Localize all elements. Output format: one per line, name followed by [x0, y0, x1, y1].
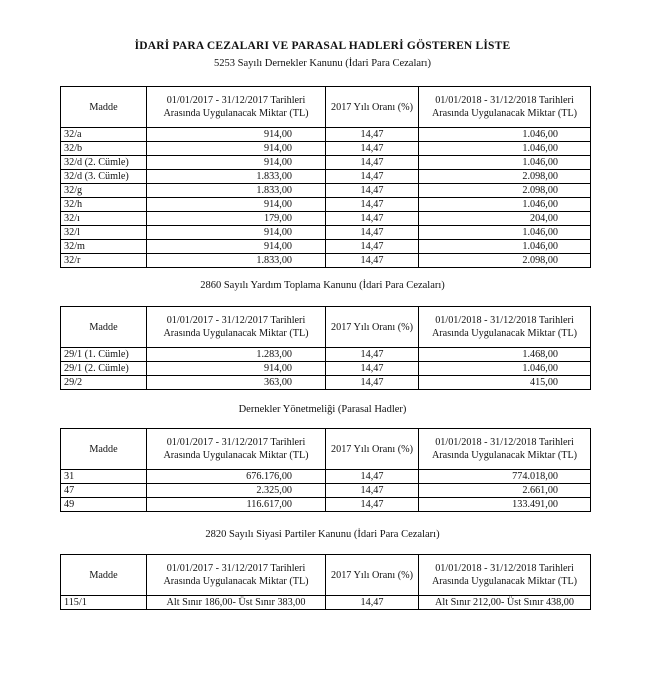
- column-header-2017-amount: 01/01/2017 - 31/12/2017 Tarihleri Arasında Uygulanacak Miktar (TL): [147, 555, 326, 596]
- cell-2017-amount: 1.283,00: [147, 348, 326, 362]
- table-row: [61, 184, 591, 198]
- table-row: [61, 596, 591, 610]
- cell-2018-amount: 204,00: [419, 212, 591, 226]
- column-header-2018-amount: 01/01/2018 - 31/12/2018 Tarihleri Arasında Uygulanacak Miktar (TL): [419, 87, 591, 128]
- table-row: [61, 254, 591, 268]
- column-header-madde: Madde: [61, 87, 147, 128]
- cell-2017-amount: 676.176,00: [147, 470, 326, 484]
- cell-rate: 14,47: [326, 376, 419, 390]
- column-header-rate: 2017 Yılı Oranı (%): [326, 555, 419, 596]
- section-caption-dernekler-kanunu: 5253 Sayılı Dernekler Kanunu (İdari Para Cezaları): [214, 58, 431, 69]
- cell-rate: 14,47: [326, 142, 419, 156]
- cell-2018-amount: 415,00: [419, 376, 591, 390]
- table-dernekler-yonetmeligi: [60, 428, 591, 512]
- column-header-2018-amount: 01/01/2018 - 31/12/2018 Tarihleri Arasında Uygulanacak Miktar (TL): [419, 555, 591, 596]
- section-caption-siyasi-partiler: 2820 Sayılı Siyasi Partiler Kanunu (İdari Para Cezaları): [205, 529, 440, 540]
- cell-2018-amount: 774.018,00: [419, 470, 591, 484]
- cell-2017-amount: 914,00: [147, 128, 326, 142]
- column-header-madde: Madde: [61, 429, 147, 470]
- table-header-row: [61, 87, 591, 128]
- cell-madde: 32/a: [61, 128, 147, 142]
- cell-rate: 14,47: [326, 156, 419, 170]
- cell-madde: 47: [61, 484, 147, 498]
- table-row: [61, 498, 591, 512]
- cell-2017-amount: 914,00: [147, 240, 326, 254]
- cell-2018-amount: 1.046,00: [419, 128, 591, 142]
- cell-2017-amount: 914,00: [147, 226, 326, 240]
- cell-2017-amount: 116.617,00: [147, 498, 326, 512]
- cell-rate: 14,47: [326, 254, 419, 268]
- cell-madde: 32/l: [61, 226, 147, 240]
- table-header-row: [61, 429, 591, 470]
- cell-rate: 14,47: [326, 348, 419, 362]
- column-header-2018-amount: 01/01/2018 - 31/12/2018 Tarihleri Arasında Uygulanacak Miktar (TL): [419, 429, 591, 470]
- column-header-madde: Madde: [61, 307, 147, 348]
- table-row: [61, 376, 591, 390]
- cell-madde: 29/2: [61, 376, 147, 390]
- column-header-2018-amount: 01/01/2018 - 31/12/2018 Tarihleri Arasında Uygulanacak Miktar (TL): [419, 307, 591, 348]
- table-dernekler-kanunu: [60, 86, 591, 268]
- cell-madde: 32/g: [61, 184, 147, 198]
- cell-2017-amount: 914,00: [147, 198, 326, 212]
- cell-2017-amount: 363,00: [147, 376, 326, 390]
- cell-madde: 29/1 (2. Cümle): [61, 362, 147, 376]
- column-header-rate: 2017 Yılı Oranı (%): [326, 307, 419, 348]
- column-header-rate: 2017 Yılı Oranı (%): [326, 429, 419, 470]
- cell-rate: 14,47: [326, 240, 419, 254]
- table-row: [61, 226, 591, 240]
- cell-2017-amount: 1.833,00: [147, 254, 326, 268]
- table-row: [61, 142, 591, 156]
- cell-2018-amount: Alt Sınır 212,00- Üst Sınır 438,00: [419, 596, 591, 610]
- cell-2018-amount: 2.098,00: [419, 184, 591, 198]
- cell-2017-amount: 1.833,00: [147, 184, 326, 198]
- table-row: [61, 198, 591, 212]
- table-yardim-toplama-kanunu: [60, 306, 591, 390]
- cell-rate: 14,47: [326, 170, 419, 184]
- cell-2018-amount: 1.046,00: [419, 156, 591, 170]
- cell-rate: 14,47: [326, 212, 419, 226]
- table-row: [61, 128, 591, 142]
- table-row: [61, 484, 591, 498]
- cell-madde: 49: [61, 498, 147, 512]
- column-header-2017-amount: 01/01/2017 - 31/12/2017 Tarihleri Arasında Uygulanacak Miktar (TL): [147, 307, 326, 348]
- cell-madde: 32/d (3. Cümle): [61, 170, 147, 184]
- cell-madde: 29/1 (1. Cümle): [61, 348, 147, 362]
- cell-madde: 32/b: [61, 142, 147, 156]
- cell-2018-amount: 2.098,00: [419, 254, 591, 268]
- cell-madde: 32/ı: [61, 212, 147, 226]
- cell-2018-amount: 1.046,00: [419, 240, 591, 254]
- cell-2018-amount: 2.098,00: [419, 170, 591, 184]
- column-header-2017-amount: 01/01/2017 - 31/12/2017 Tarihleri Arasında Uygulanacak Miktar (TL): [147, 429, 326, 470]
- section-caption-yardim-toplama: 2860 Sayılı Yardım Toplama Kanunu (İdari Para Cezaları): [200, 280, 445, 291]
- cell-rate: 14,47: [326, 198, 419, 212]
- cell-2017-amount: 179,00: [147, 212, 326, 226]
- cell-rate: 14,47: [326, 362, 419, 376]
- cell-madde: 31: [61, 470, 147, 484]
- cell-rate: 14,47: [326, 498, 419, 512]
- column-header-2017-amount: 01/01/2017 - 31/12/2017 Tarihleri Arasında Uygulanacak Miktar (TL): [147, 87, 326, 128]
- cell-2018-amount: 133.491,00: [419, 498, 591, 512]
- cell-rate: 14,47: [326, 470, 419, 484]
- cell-rate: 14,47: [326, 184, 419, 198]
- cell-rate: 14,47: [326, 226, 419, 240]
- table-row: [61, 212, 591, 226]
- cell-madde: 115/1: [61, 596, 147, 610]
- table-header-row: [61, 555, 591, 596]
- cell-2018-amount: 1.468,00: [419, 348, 591, 362]
- section-caption-dernekler-yonetmeligi: Dernekler Yönetmeliği (Parasal Hadler): [238, 404, 407, 415]
- cell-2017-amount: 914,00: [147, 156, 326, 170]
- column-header-rate: 2017 Yılı Oranı (%): [326, 87, 419, 128]
- cell-2018-amount: 1.046,00: [419, 198, 591, 212]
- table-row: [61, 470, 591, 484]
- cell-2017-amount: Alt Sınır 186,00- Üst Sınır 383,00: [147, 596, 326, 610]
- cell-2017-amount: 1.833,00: [147, 170, 326, 184]
- cell-2017-amount: 914,00: [147, 362, 326, 376]
- cell-rate: 14,47: [326, 484, 419, 498]
- table-row: [61, 348, 591, 362]
- cell-2018-amount: 1.046,00: [419, 362, 591, 376]
- column-header-madde: Madde: [61, 555, 147, 596]
- table-row: [61, 240, 591, 254]
- cell-2018-amount: 2.661,00: [419, 484, 591, 498]
- cell-2018-amount: 1.046,00: [419, 226, 591, 240]
- table-row: [61, 170, 591, 184]
- cell-rate: 14,47: [326, 128, 419, 142]
- cell-madde: 32/r: [61, 254, 147, 268]
- cell-madde: 32/m: [61, 240, 147, 254]
- cell-2017-amount: 914,00: [147, 142, 326, 156]
- document-title: İDARİ PARA CEZALARI VE PARASAL HADLERİ GÖSTEREN LİSTE: [134, 40, 511, 52]
- table-row: [61, 362, 591, 376]
- cell-madde: 32/h: [61, 198, 147, 212]
- table-row: [61, 156, 591, 170]
- cell-2017-amount: 2.325,00: [147, 484, 326, 498]
- cell-madde: 32/d (2. Cümle): [61, 156, 147, 170]
- table-header-row: [61, 307, 591, 348]
- table-siyasi-partiler-kanunu: [60, 554, 591, 610]
- cell-2018-amount: 1.046,00: [419, 142, 591, 156]
- cell-rate: 14,47: [326, 596, 419, 610]
